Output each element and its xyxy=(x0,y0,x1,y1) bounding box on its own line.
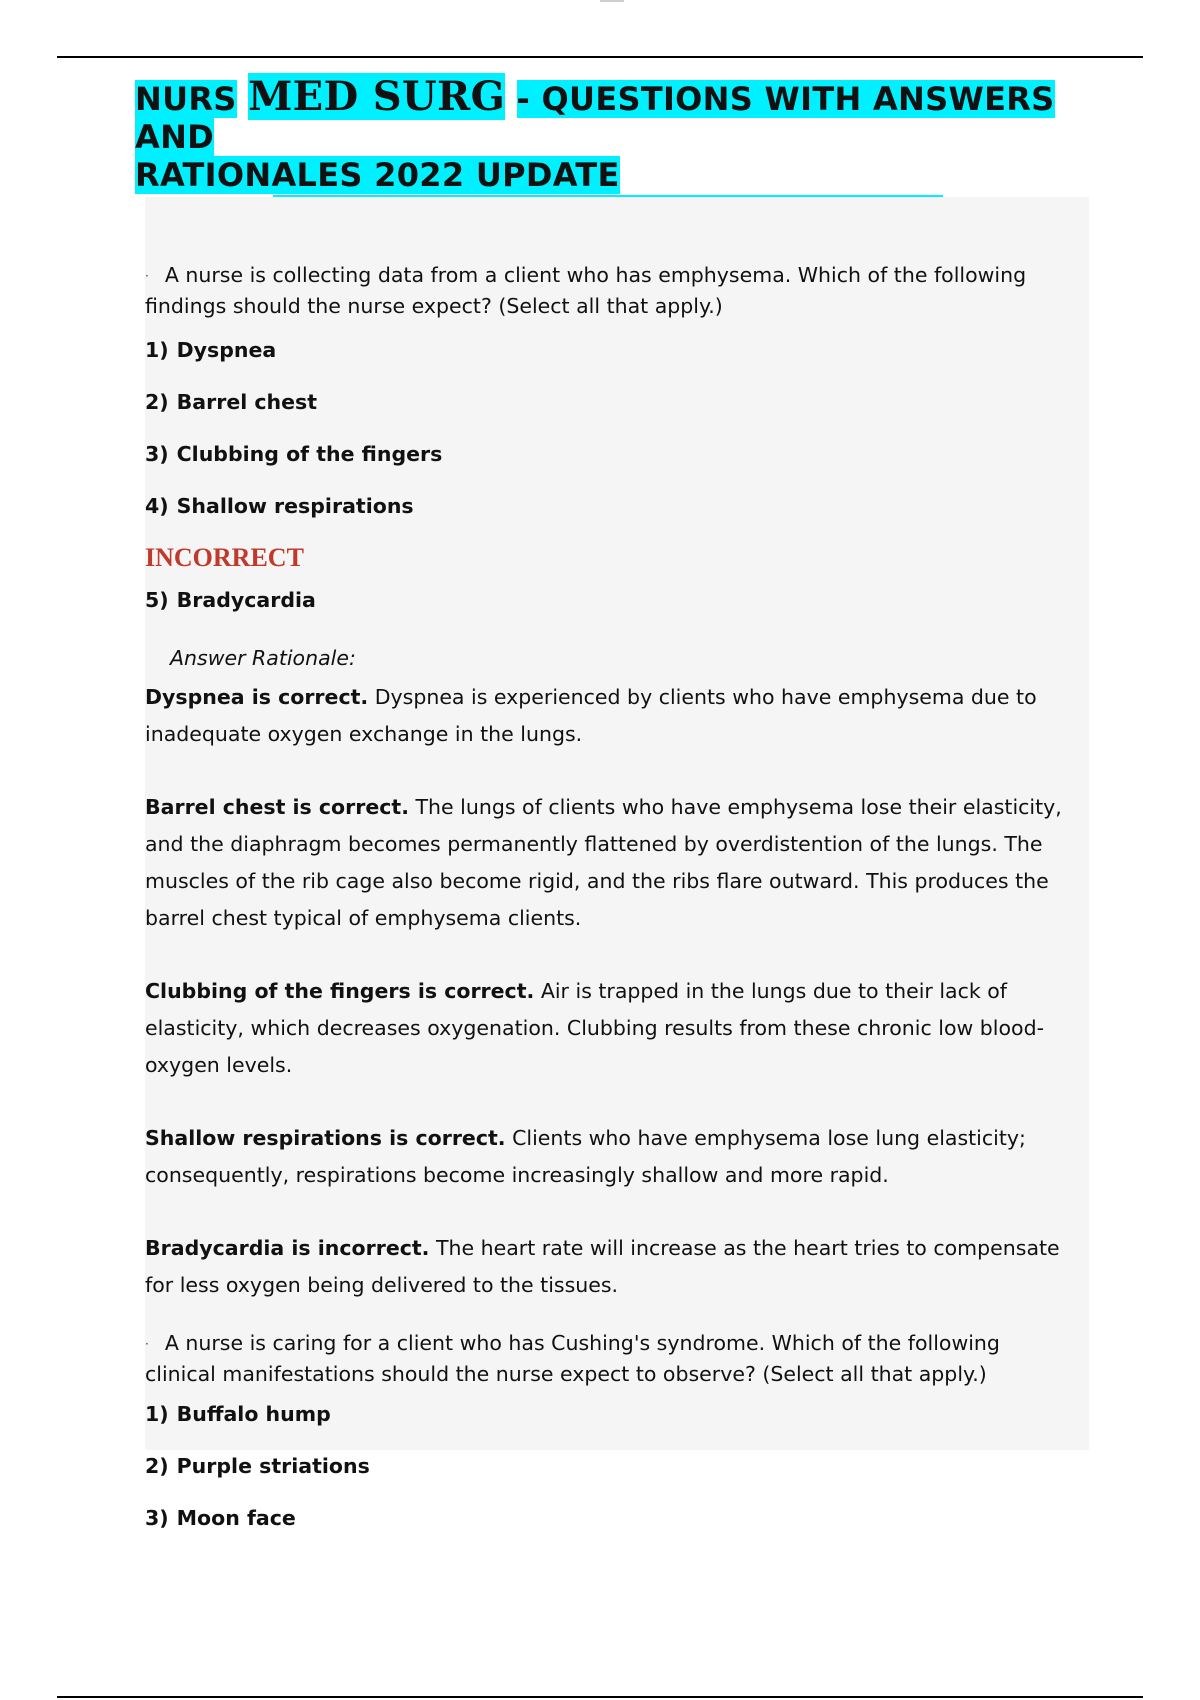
title-word-nurs: NURS xyxy=(135,80,237,118)
rationale-text: Clients who have emphysema lose lung elasticity; consequently, respirations become increasingly shallow and more rapid. xyxy=(145,1126,1026,1187)
question-2 xyxy=(145,1328,1065,1389)
incorrect-status-label: INCORRECT xyxy=(145,543,304,572)
option-number: 1) xyxy=(145,338,169,362)
header-rule xyxy=(57,56,1143,58)
option-shallow-respirations xyxy=(145,491,1065,543)
option-label: Moon face xyxy=(176,1506,296,1530)
rationale-lead: Bradycardia is incorrect. xyxy=(145,1236,430,1260)
option-label: Purple striations xyxy=(176,1454,370,1478)
option-number: 2) xyxy=(145,390,169,414)
option-number: 3) xyxy=(145,442,169,466)
option-number: 4) xyxy=(145,494,169,518)
option-buffalo-hump xyxy=(145,1399,1065,1451)
option-label: Clubbing of the fingers xyxy=(176,442,443,466)
page-top-mark xyxy=(600,0,624,2)
question-2-text: A nurse is caring for a client who has Cushing's syndrome. Which of the following clinical manifestations should the nurse expect to observe? (Select all that apply.) xyxy=(145,1331,1000,1386)
option-purple-striations xyxy=(145,1451,1065,1503)
rationale-shallow-respirations xyxy=(145,1120,1065,1194)
option-label: Dyspnea xyxy=(176,338,277,362)
rationale-text: Dyspnea is experienced by clients who have emphysema due to inadequate oxygen exchange in the lungs. xyxy=(145,685,1037,746)
question-2-options xyxy=(145,1399,1065,1555)
option-label: Barrel chest xyxy=(176,390,318,414)
option-moon-face xyxy=(145,1503,1065,1555)
title-line-2 xyxy=(135,156,1081,194)
rationale-barrel-chest xyxy=(145,789,1065,937)
rationale-bradycardia xyxy=(145,1230,1065,1304)
option-clubbing xyxy=(145,439,1065,491)
question-1-option-5 xyxy=(145,585,1065,637)
rationale-text: Air is trapped in the lungs due to their lack of elasticity, which decreases oxygenation. Clubbing results from these chronic low blood-oxygen levels. xyxy=(145,979,1044,1077)
answer-rationale-heading: Answer Rationale: xyxy=(170,646,356,670)
question-1-options xyxy=(145,335,1065,543)
option-bradycardia xyxy=(145,585,1065,637)
title-rest: - QUESTIONS WITH ANSWERS AND xyxy=(135,80,1055,156)
question-content xyxy=(145,260,1065,1555)
option-dyspnea xyxy=(145,335,1065,387)
option-label: Buffalo hump xyxy=(176,1402,331,1426)
rationale-lead: Dyspnea is correct. xyxy=(145,685,369,709)
question-1 xyxy=(145,260,1065,321)
question-bullet: · xyxy=(145,1337,149,1351)
option-number: 5) xyxy=(145,588,169,612)
option-barrel-chest xyxy=(145,387,1065,439)
rationale-dyspnea xyxy=(145,679,1065,753)
title-word-med-surg: MED SURG xyxy=(248,73,506,120)
title-line-2-text: RATIONALES 2022 UPDATE xyxy=(135,156,620,194)
rationale-lead: Barrel chest is correct. xyxy=(145,795,409,819)
option-number: 2) xyxy=(145,1454,169,1478)
option-label: Shallow respirations xyxy=(176,494,414,518)
question-bullet: · xyxy=(145,269,149,283)
option-number: 3) xyxy=(145,1506,169,1530)
option-label: Bradycardia xyxy=(176,588,316,612)
question-1-text: A nurse is collecting data from a client who has emphysema. Which of the following findings should the nurse expect? (Select all that apply.) xyxy=(145,263,1027,318)
rationale-text: The lungs of clients who have emphysema lose their elasticity, and the diaphragm becomes permanently flattened by overdistention of the lungs. The muscles of the rib cage also become rigid, and the ribs flare outward. This produces the barrel chest typical of emphysema clients. xyxy=(145,795,1062,930)
footer-rule xyxy=(57,1696,1143,1698)
title-line-1 xyxy=(135,73,1081,156)
rationale-lead: Shallow respirations is correct. xyxy=(145,1126,506,1150)
rationale-lead: Clubbing of the fingers is correct. xyxy=(145,979,535,1003)
option-number: 1) xyxy=(145,1402,169,1426)
rationale-text: The heart rate will increase as the heart tries to compensate for less oxygen being delivered to the tissues. xyxy=(145,1236,1060,1297)
rationale-clubbing xyxy=(145,973,1065,1084)
